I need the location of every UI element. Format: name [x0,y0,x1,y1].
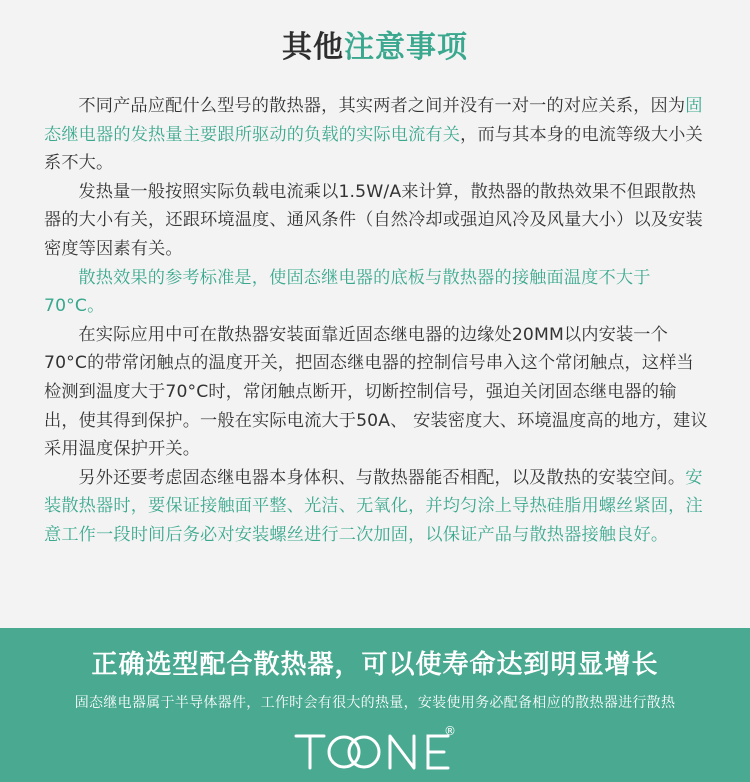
toone-logo [290,724,460,774]
footer-headline: 正确选型配合散热器，可以使寿命达到明显增长 [91,650,659,680]
paragraph-5-text: 另外还要考虑固态继电器本身体积、与散热器能否相配，以及散热的安装空间。 [78,467,686,488]
registered-mark: ® [444,724,456,738]
paragraph-3-highlight: 散热效果的参考标准是，使固态继电器的底板与散热器的接触面温度不大于70°C。 [44,267,651,317]
paragraph-5-highlight: 安装散热器时，要保证接触面平整、光洁、无氧化，并均匀涂上导热硅脂用螺丝紧固，注意工作一段时间后务必对安装螺丝进行二次加固，以保证产品与散热器接触良好。 [44,467,703,545]
paragraph-1 [44,92,710,178]
footer-banner [0,628,750,782]
paragraph-1-text-end: ，而与其本身的电流等级大小关系不大。 [44,124,703,174]
paragraph-1-text: 不同产品应配什么型号的散热器，其实两者之间并没有一对一的对应关系，因为 [78,96,686,116]
footer-subtext: 固态继电器属于半导体器件，工作时会有很大的热量，安装使用务必配备相应的散热器进行散热 [74,695,676,711]
paragraph-1-highlight: 固态继电器的发热量主要跟所驱动的负载的实际电流有关 [44,96,703,145]
paragraph-5 [44,464,710,550]
notes-body [44,92,710,550]
title-part-1: 其他 [282,30,344,65]
paragraph-4: 在实际应用中可在散热器安装面靠近固态继电器的边缘处20MM以内安装一个70°C的带常闭触点的温度开关，把固态继电器的控制信号串入这个常闭触点，这样当检测到温度大于70°C时，常闭触点断开，切断控制信号，强迫关闭固态继电器的输出，使其得到保护。一般在实际电流大于50A、 安装密度大、环境温度高的地方，建议采用温度保护开关。 [44,324,708,460]
page-title [0,22,750,66]
paragraph-2: 发热量一般按照实际负载电流乘以1.5W/A来计算，散热器的散热效果不但跟散热器的大小有关，还跟环境温度、通风条件（自然冷却或强迫风冷及风量大小）以及安装密度等因素有关。 [44,181,703,259]
title-part-2: 注意事项 [344,30,468,65]
